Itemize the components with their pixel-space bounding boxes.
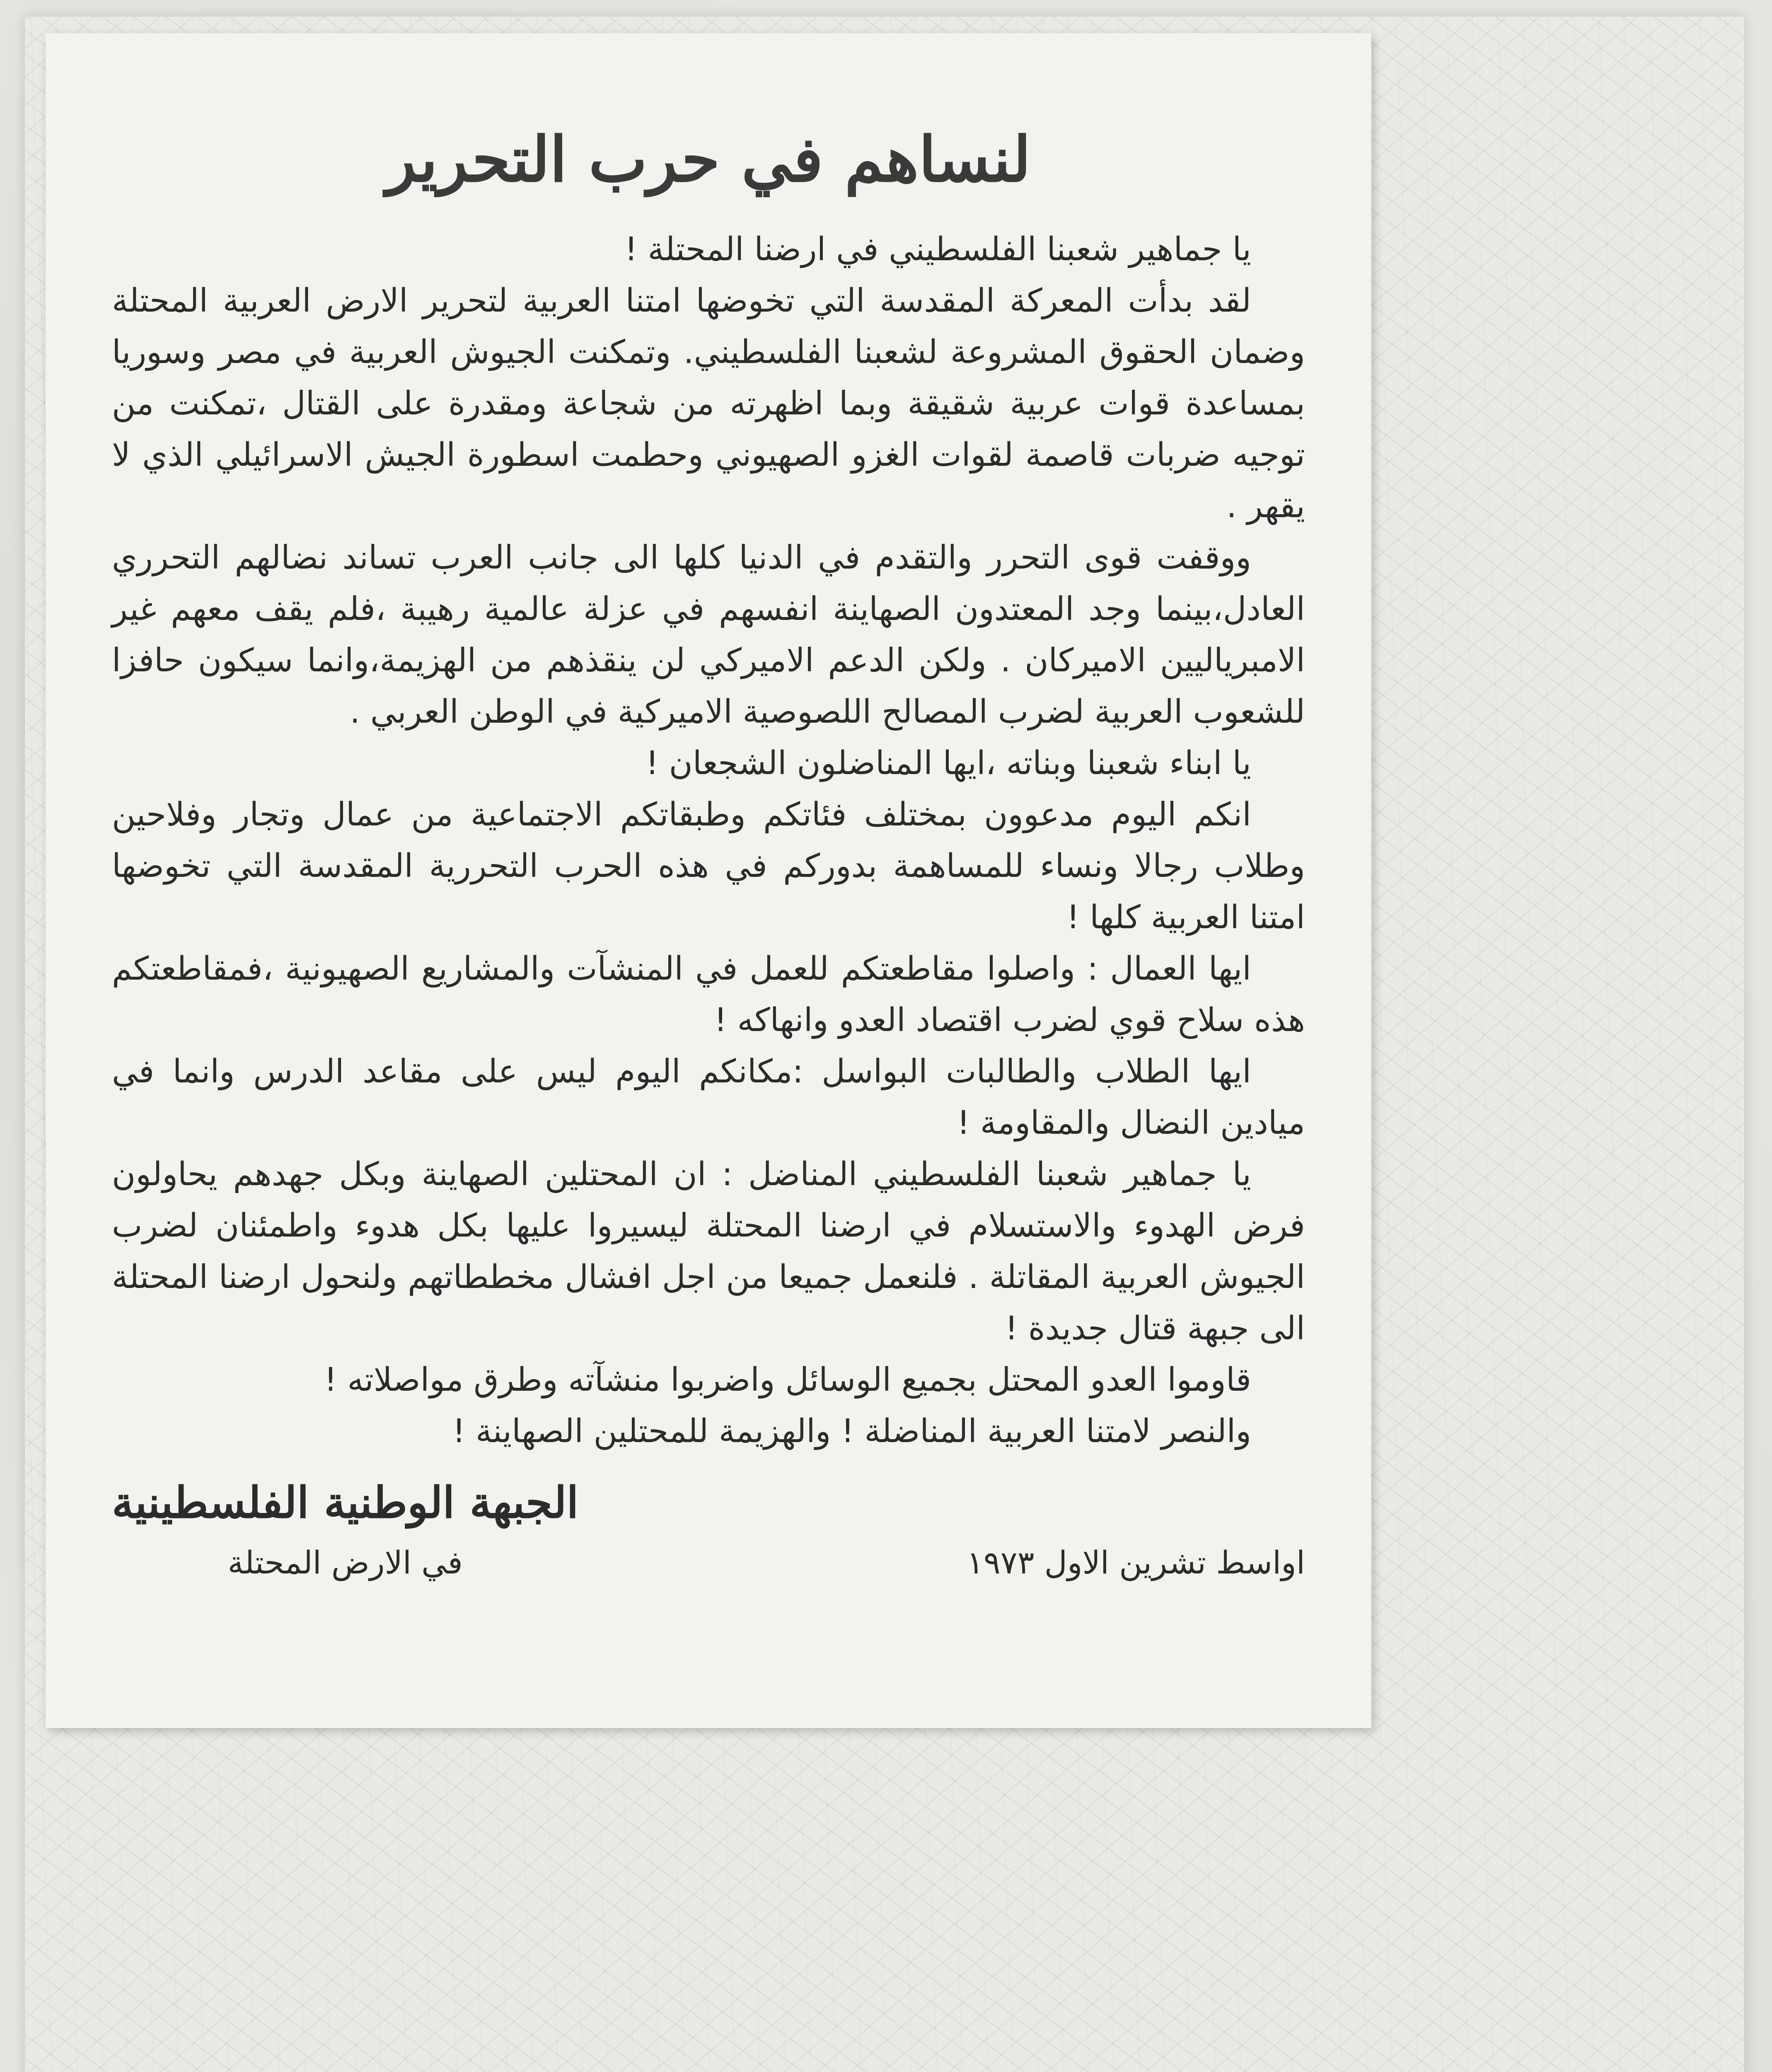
- signature-block: [112, 1474, 578, 1585]
- paragraph-3: ووقفت قوى التحرر والتقدم في الدنيا كلها الى جانب العرب تساند نضالهم التحرري العادل،بينما وجد المعتدون الصهاينة انفسهم في عزلة عالمية رهيبة ،فلم يقف معهم غير الامبرياليين الاميركان . ولكن الدعم الاميركي لن ينقذهم من الهزيمة،وانما سيكون حافزا للشعوب العربية لضرب المصالح اللصوصية الاميركية في الوطن العربي .: [112, 539, 1305, 731]
- leaflet-page: [46, 33, 1371, 1728]
- paragraph-10: والنصر لامتنا العربية المناضلة ! والهزيمة للمحتلين الصهاينة !: [452, 1413, 1251, 1450]
- paragraph-8: يا جماهير شعبنا الفلسطيني المناضل : ان المحتلين الصهاينة وبكل جهدهم يحاولون فرض الهدوء والاستسلام في ارضنا المحتلة ليسيروا عليها بكل هدوء واطمئنان لضرب الجيوش العربية المقاتلة . فلنعمل جميعا من اجل افشال مخططاتهم ولنحول ارضنا المحتلة الى جبهة قتال جديدة !: [112, 1156, 1305, 1347]
- paragraph-5: انكم اليوم مدعوون بمختلف فئاتكم وطبقاتكم الاجتماعية من عمال وتجار وفلاحين وطلاب رجالا ونساء للمساهمة بدوركم في هذه الحرب التحررية المقدسة التي تخوضها امتنا العربية كلها !: [112, 796, 1305, 936]
- paragraph-6: ايها العمال : واصلوا مقاطعتكم للعمل في المنشآت والمشاريع الصهيونية ،فمقاطعتكم هذه سلاح قوي لضرب اقتصاد العدو وانهاكه !: [112, 950, 1305, 1039]
- signature-row: [112, 1474, 1305, 1585]
- paragraph-4: يا ابناء شعبنا وبناته ،ايها المناضلون الشجعان !: [645, 745, 1251, 782]
- paragraph-1: يا جماهير شعبنا الفلسطيني في ارضنا المحتلة !: [624, 231, 1251, 268]
- leaflet-title: لنساهم في حرب التحرير: [386, 123, 1031, 196]
- paragraph-7: ايها الطلاب والطالبات البواسل :مكانكم اليوم ليس على مقاعد الدرس وانما في ميادين النضال والمقاومة !: [112, 1053, 1305, 1142]
- paragraph-9: قاوموا العدو المحتل بجميع الوسائل واضربوا منشآته وطرق مواصلاته !: [324, 1361, 1251, 1399]
- paragraph-2: لقد بدأت المعركة المقدسة التي تخوضها امتنا العربية لتحرير الارض العربية المحتلة وضمان الحقوق المشروعة لشعبنا الفلسطيني. وتمكنت الجيوش العربية في مصر وسوريا بمساعدة قوات عربية شقيقة وبما اظهرته من شجاعة ومقدرة على القتال ،تمكنت من توجيه ضربات قاصمة لقوات الغزو الصهيوني وحطمت اسطورة الجيش الاسرائيلي الذي لا يقهر .: [112, 282, 1305, 525]
- organization-location: في الارض المحتلة: [227, 1544, 463, 1581]
- organization-name: الجبهة الوطنية الفلسطينية: [112, 1477, 579, 1528]
- date-line: اواسط تشرين الاول ١٩٧٣: [967, 1544, 1305, 1581]
